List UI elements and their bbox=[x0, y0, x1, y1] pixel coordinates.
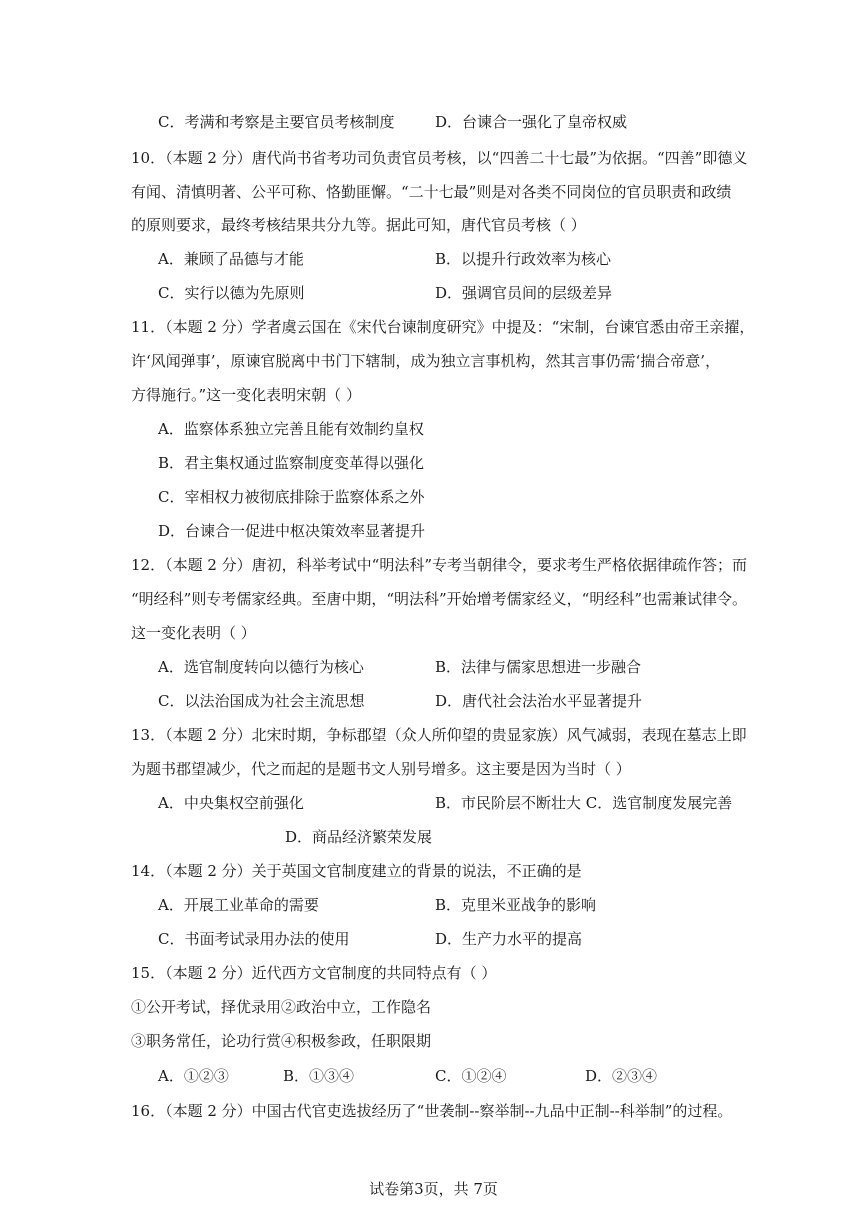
q10-option-b: B．以提升行政效率为核心 bbox=[435, 250, 612, 268]
q15-option-c: C．①②④ bbox=[435, 1067, 507, 1085]
q9-option-d: D．台谏合一强化了皇帝权威 bbox=[435, 113, 628, 131]
q13-option-d: D．商品经济繁荣发展 bbox=[285, 828, 433, 846]
q12-stem-line-1: 12．（本题 2 分）唐初，科举考试中“明法科”专考当朝律令，要求考生严格依据律疏作答；而 bbox=[131, 556, 748, 574]
q15-option-a: A．①②③ bbox=[158, 1067, 229, 1085]
q14-option-a: A．开展工业革命的需要 bbox=[158, 896, 319, 914]
q14-option-d: D．生产力水平的提高 bbox=[435, 930, 583, 948]
page-footer: 试卷第3页，共 7页 bbox=[369, 1180, 498, 1198]
q10-option-a: A．兼顾了品德与才能 bbox=[158, 250, 304, 268]
q10-option-d: D．强调官员间的层级差异 bbox=[435, 284, 613, 302]
q13-stem-line-2: 为题书郡望减少，代之而起的是题书文人别号增多。这主要是因为当时（ ） bbox=[131, 760, 631, 778]
q12-option-c: C．以法治国成为社会主流思想 bbox=[158, 692, 365, 710]
q11-stem-line-1: 11．（本题 2 分）学者虞云国在《宋代台谏制度研究》中提及：“宋制，台谏官悉由帝王亲擢， bbox=[131, 318, 755, 336]
q14-stem-line-1: 14．（本题 2 分）关于英国文官制度建立的背景的说法，不正确的是 bbox=[131, 862, 582, 880]
q10-stem-line-3: 的原则要求，最终考核结果共分九等。据此可知，唐代官员考核（ ） bbox=[131, 216, 586, 234]
q12-stem-line-3: 这一变化表明（ ） bbox=[131, 624, 256, 642]
q14-option-c: C．书面考试录用办法的使用 bbox=[158, 930, 350, 948]
q12-option-d: D．唐代社会法治水平显著提升 bbox=[435, 692, 643, 710]
q15-option-d: D．②③④ bbox=[585, 1067, 658, 1085]
q11-stem-line-3: 方得施行。”这一变化表明宋朝（ ） bbox=[131, 386, 361, 404]
q15-stem-line-1: 15．（本题 2 分）近代西方文官制度的共同特点有（ ） bbox=[131, 964, 497, 982]
q11-option-b: B．君主集权通过监察制度变革得以强化 bbox=[158, 454, 425, 472]
q15-option-b: B．①③④ bbox=[283, 1067, 355, 1085]
q10-option-c: C．实行以德为先原则 bbox=[158, 284, 305, 302]
q11-option-d: D．台谏合一促进中枢决策效率显著提升 bbox=[158, 522, 426, 540]
q9-option-c: C．考满和考察是主要官员考核制度 bbox=[158, 113, 395, 131]
q12-option-b: B．法律与儒家思想进一步融合 bbox=[435, 658, 642, 676]
q16-stem-line-1: 16．（本题 2 分）中国古代官吏选拔经历了“世袭制--察举制--九品中正制--科举制”的过程。 bbox=[131, 1102, 733, 1120]
q12-stem-line-2: “明经科”则专考儒家经典。至唐中期，“明法科”开始增考儒家经义，“明经科”也需兼试律令。 bbox=[131, 590, 748, 608]
q11-option-a: A．监察体系独立完善且能有效制约皇权 bbox=[158, 420, 424, 438]
q10-stem-line-2: 有闻、清慎明著、公平可称、恪勤匪懈。“二十七最”则是对各类不同岗位的官员职责和政绩 bbox=[131, 183, 732, 201]
q14-option-b: B．克里米亚战争的影响 bbox=[435, 896, 597, 914]
q12-option-a: A．选官制度转向以德行为核心 bbox=[158, 658, 364, 676]
q13-option-b-c: B．市民阶层不断壮大 C．选官制度发展完善 bbox=[435, 794, 733, 812]
q11-option-c: C．宰相权力被彻底排除于监察体系之外 bbox=[158, 488, 425, 506]
q13-stem-line-1: 13．（本题 2 分）北宋时期，争标郡望（众人所仰望的贵显家族）风气减弱，表现在墓志上即 bbox=[131, 726, 747, 744]
q15-stem-line-3: ③职务常任，论功行赏④积极参政，任职限期 bbox=[131, 1032, 432, 1050]
q13-option-a: A．中央集权空前强化 bbox=[158, 794, 304, 812]
q10-stem-line-1: 10．（本题 2 分）唐代尚书省考功司负责官员考核，以“四善二十七最”为依据。“四善”即德义 bbox=[131, 149, 748, 167]
q15-stem-line-2: ①公开考试，择优录用②政治中立，工作隐名 bbox=[131, 998, 432, 1016]
q11-stem-line-2: 许‘风闻弹事’，原谏官脱离中书门下辖制，成为独立言事机构，然其言事仍需‘揣合帝意’， bbox=[131, 352, 721, 370]
